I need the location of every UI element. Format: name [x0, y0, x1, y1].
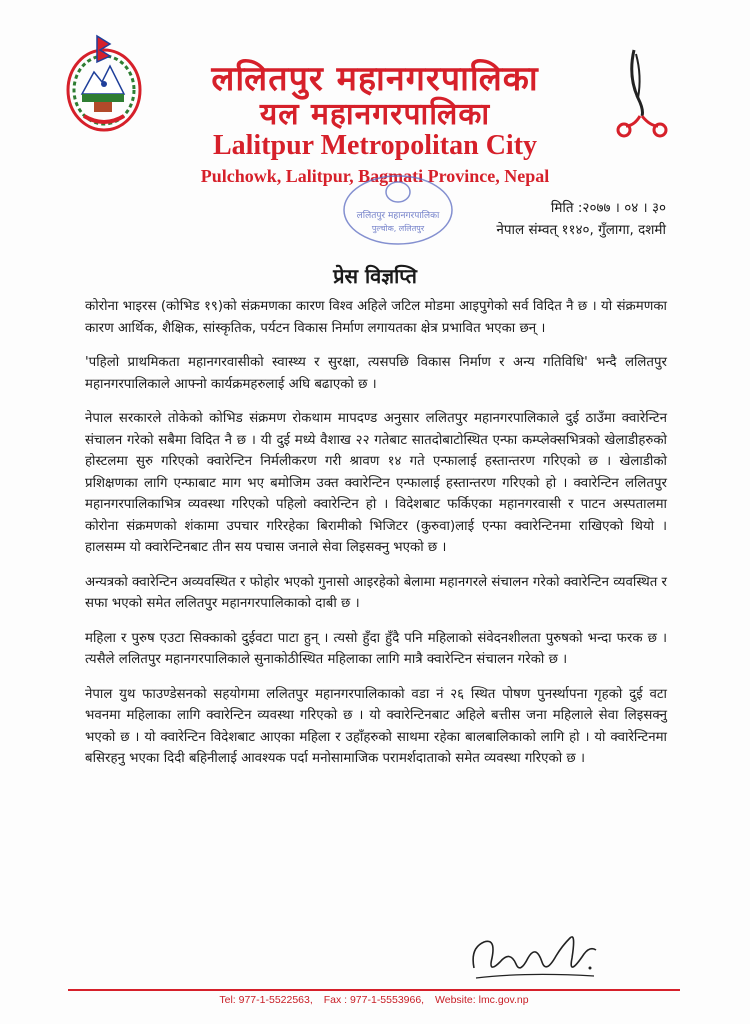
- footer-rule: [68, 989, 680, 991]
- footer-contact: [68, 994, 680, 1006]
- page-title: प्रेस विज्ञप्ति: [333, 264, 417, 288]
- paragraph: कोरोना भाइरस (कोभिड १९)को संक्रमणका कारण विश्व अहिले जटिल मोडमा आइपुगेको सर्व विदित नै छ । यो संक्रमणका कारण आर्थिक, शैक्षिक, सांस्कृतिक, पर्यटन विकास निर्माण लगायतका क्षेत्र प्रभावित भएका छन् ।: [85, 299, 667, 336]
- paragraph: नेपाल सरकारले तोकेको कोभिड संक्रमण रोकथाम मापदण्ड अनुसार ललितपुर महानगरपालिकाले दुई ठाउँमा क्वारेन्टिन संचालन गरेको सबैमा विदित नै छ । यी दुई मध्ये वैशाख २२ गतेबाट सातदोबाटोस्थित एन्फा कम्प्लेक्सभित्रको खेलाडीहरुको होस्टलमा सुरु गरिएको क्वारेन्टिन निर्मलीकरण गरी श्रावण १४ गते एन्फालाई हस्तान्तरण गरिएको छ । खेलाडीको प्रशिक्षणका लागि एन्फाबाट माग भए बमोजिम उक्त क्वारेन्टिन एन्फालाई हस्तान्तरण गरिएको हो । क्वारेन्टिन ललितपुर महानगरपालिकाभित्र व्यवस्था गरिएको पहिलो क्वारेन्टिन हो । विदेशबाट फर्किएका महानगरवासी र पाटन अस्पतालमा कोरोना संक्रमणको शंकामा उपचार गरिरहेका बिरामीको भिजिटर (कुरुवा)लाई एन्फा क्वारेन्टिनमा राखिएको थियो । हालसम्म यो क्वारेन्टिनबाट तीन सय पचास जनाले सेवा लिइसक्नु भएको छ ।: [85, 411, 667, 555]
- title-english: Lalitpur Metropolitan City: [212, 130, 538, 161]
- scissors-logo-icon: [612, 46, 672, 146]
- nepal-samvat-date: नेपाल संम्वत् ११४०, गुँलागा, दशमी: [496, 222, 666, 238]
- date: मिति :२०७७ । ०४ । ३०: [550, 200, 666, 216]
- title-nepali: ललितपुर महानगरपालिका: [211, 59, 539, 99]
- paragraph: 'पहिलो प्राथमिकता महानगरवासीको स्वास्थ्य र सुरक्षा, त्यसपछि विकास निर्माण र अन्य गतिविधि' भन्दै ललितपुर महानगरपालिकाले आफ्नो कार्यक्रमहरुलाई अघि बढाएको छ ।: [85, 355, 667, 392]
- paragraph: अन्यत्रको क्वारेन्टिन अव्यवस्थित र फोहोर भएको गुनासो आइरहेको बेलामा महानगरले संचालन गरेको क्वारेन्टिन व्यवस्थित र सफा भएको समेत ललितपुर महानगरपालिकाको दाबी छ ।: [85, 574, 667, 611]
- stamp-text-top: ललितपुर महानगरपालिका: [356, 211, 440, 221]
- footer-tel: Tel: 977-1-5522563,: [219, 994, 313, 1006]
- nepal-emblem-icon: [64, 32, 144, 138]
- office-stamp: [340, 168, 456, 248]
- footer-fax: Fax : 977-1-5553966,: [323, 994, 425, 1006]
- signature: [466, 928, 606, 986]
- title-newari: यल महानगरपालिका: [259, 97, 491, 132]
- paragraph: महिला र पुरुष एउटा सिक्काको दुईवटा पाटा हुन् । त्यसो हुँदा हुँदै पनि महिलाको संवेदनशीलता पुरुषको भन्दा फरक छ । त्यसैले ललितपुर महानगरपालिकाले सुनाकोठीस्थित महिलाका लागि मात्रै क्वारेन्टिन संचालन गरेको छ ।: [85, 630, 667, 667]
- address: Pulchowk, Lalitpur, Bagmati Province, Nepal: [200, 166, 550, 186]
- footer-website[interactable]: Website: lmc.gov.np: [435, 994, 529, 1006]
- stamp-text-bottom: पुल्चोक, ललितपुर: [371, 224, 425, 233]
- paragraph: नेपाल युथ फाउण्डेसनको सहयोगमा ललितपुर महानगरपालिकाको वडा नं २६ स्थित पोषण पुनर्स्थापना गृहको दुई वटा भवनमा महिलाका लागि क्वारेन्टिन व्यवस्था गरिएको छ । यो क्वारेन्टिनबाट अहिले बत्तीस जना महिलाले सेवा लिइसक्नु भएको छ । यो क्वारेन्टिन विदेशबाट आएका महिला र उहाँहरुको साथमा रहेका बालबालिकाको लागि हो । यो क्वारेन्टिनमा बसिरहनु भएका दिदी बहिनीलाई आवश्यक पर्दा मनोसामाजिक परामर्शदाताको समेत व्यवस्था गरिएको छ ।: [85, 686, 667, 766]
- press-release-body: [85, 296, 667, 783]
